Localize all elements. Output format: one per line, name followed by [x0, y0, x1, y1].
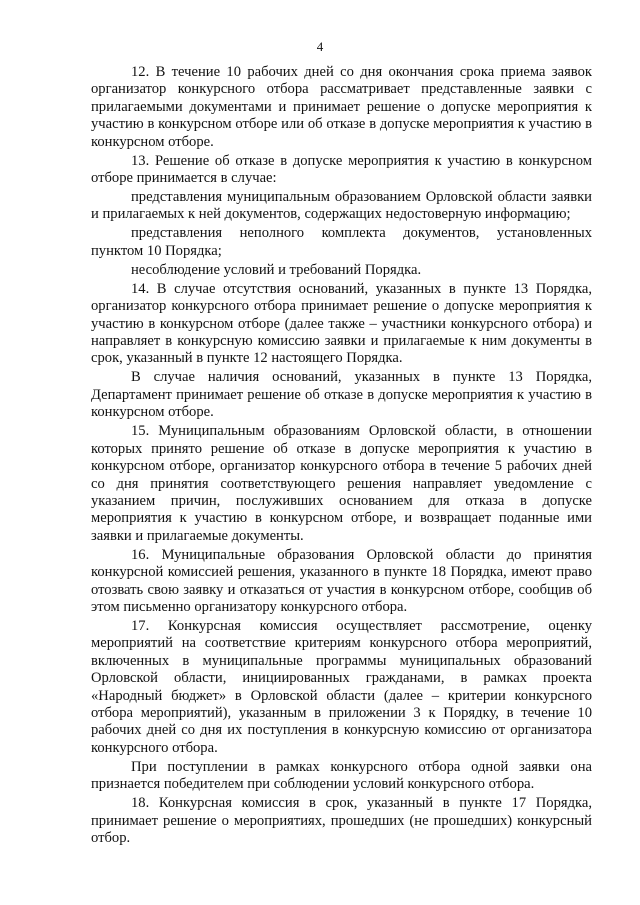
paragraph-17-single-application: При поступлении в рамках конкурсного отбора одной заявки она признается победителем при соблюдении условий конкурсного отбора.	[91, 758, 592, 793]
paragraph-13: 13. Решение об отказе в допуске мероприятия к участию в конкурсном отборе принимается в случае:	[91, 152, 592, 187]
paragraph-16: 16. Муниципальные образования Орловской области до принятия конкурсной комиссией решения, указанного в пункте 18 Порядка, имеют право отозвать свою заявку и отказаться от участия в конкурсном отборе, сообщив об этом письменно организатору конкурсного отбора.	[91, 546, 592, 615]
page-number: 4	[316, 39, 324, 54]
document-body	[91, 64, 592, 847]
paragraph-17: 17. Конкурсная комиссия осуществляет рассмотрение, оценку мероприятий на соответствие критериям конкурсного отбора мероприятий, включенных в муниципальные программы муниципальных образований Орловской области, инициированных гражданами, в рамках проекта «Народный бюджет» в Орловской области (далее – критерии конкурсного отбора мероприятий), указанным в приложении 3 к Порядку, в течение 10 рабочих дней со дня их поступления в конкурсную комиссию от организатора конкурсного отбора.	[91, 617, 592, 756]
paragraph-15: 15. Муниципальным образованиям Орловской области, в отношении которых принято решение об отказе в допуске мероприятия к участию в конкурсном отборе, организатор конкурсного отбора в течение 5 рабочих дней со дня принятия соответствующего решения направляет уведомление с указанием причин, послуживших основанием для отказа в допуске мероприятия к участию в конкурсном отборе, и возвращает поданные ими заявки и прилагаемые документы.	[91, 423, 592, 544]
paragraph-13-case-noncompliance: несоблюдение условий и требований Порядка.	[131, 261, 422, 278]
paragraph-12: 12. В течение 10 рабочих дней со дня окончания срока приема заявок организатор конкурсного отбора рассматривает представленные заявки с прилагаемыми документами и принимает решение о допуске мероприятия к участию в конкурсном отборе или об отказе в допуске мероприятия к участию в конкурсном отборе.	[91, 64, 592, 150]
paragraph-18: 18. Конкурсная комиссия в срок, указанный в пункте 17 Порядка, принимает решение о мероприятиях, прошедших (не прошедших) конкурсный отбор.	[91, 795, 592, 846]
paragraph-13-case-incomplete: представления неполного комплекта документов, установленных пунктом 10 Порядка;	[91, 225, 592, 259]
paragraph-13-case-false-info: представления муниципальным образованием Орловской области заявки и прилагаемых к ней документов, содержащих недостоверную информацию;	[91, 189, 592, 223]
paragraph-14: 14. В случае отсутствия оснований, указанных в пункте 13 Порядка, организатор конкурсного отбора принимает решение о допуске мероприятия к участию в конкурсном отборе (далее также – участники конкурсного отбора) и направляет в конкурсную комиссию заявки и прилагаемые к ним документы в срок, указанный в пункте 12 настоящего Порядка.	[91, 280, 592, 367]
paragraph-14-refusal: В случае наличия оснований, указанных в пункте 13 Порядка, Департамент принимает решение об отказе в допуске мероприятия к участию в конкурсном отборе.	[91, 369, 592, 421]
